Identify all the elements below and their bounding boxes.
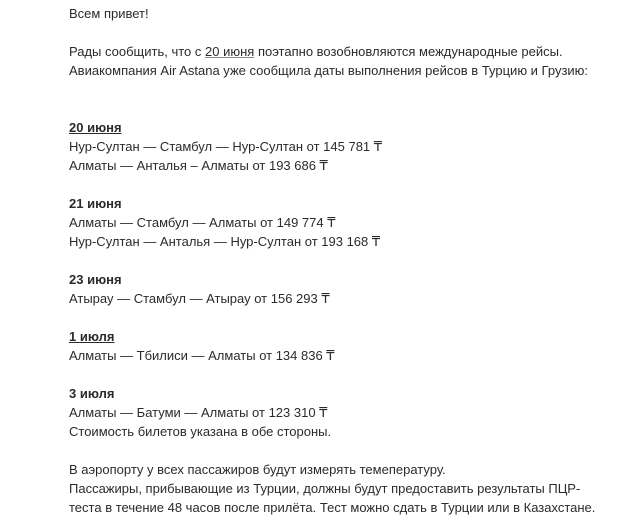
schedule-date: 23 июня xyxy=(69,272,122,287)
footer-line-1: В аэропорту у всех пассажиров будут измерять темепературу. xyxy=(69,462,446,477)
schedule-date: 20 июня xyxy=(69,120,122,135)
schedule-block xyxy=(69,194,629,251)
route-line: Нур-Султан — Анталья — Нур-Султан от 193 168 ₸ xyxy=(69,234,381,249)
route-line: Атырау — Стамбул — Атырау от 156 293 ₸ xyxy=(69,291,330,306)
intro-text-before: Рады сообщить, что с xyxy=(69,44,206,59)
schedule-date: 1 июля xyxy=(69,329,115,344)
route-line: Алматы — Тбилиси — Алматы от 134 836 ₸ xyxy=(69,348,335,363)
price-note: Стоимость билетов указана в обе стороны. xyxy=(69,424,332,439)
schedule-block xyxy=(69,327,629,365)
schedule-date: 21 июня xyxy=(69,196,122,211)
footer-line-2: Пассажиры, прибывающие из Турции, должны будут предоставить результаты ПЦР- xyxy=(69,481,581,496)
intro-text-after: поэтапно возобновляются международные рейсы. xyxy=(254,44,563,59)
intro-date-link[interactable]: 20 июня xyxy=(205,44,255,59)
footer-line-3: теста в течение 48 часов после прилёта. Тест можно сдать в Турции или в Казахстане. xyxy=(69,500,596,515)
intro-line-2: Авиакомпания Air Astana уже сообщила даты выполнения рейсов в Турцию и Грузию: xyxy=(69,63,589,78)
schedule-block xyxy=(69,270,629,308)
route-line: Нур-Султан — Стамбул — Нур-Султан от 145 781 ₸ xyxy=(69,139,383,154)
route-line: Алматы — Стамбул — Алматы от 149 774 ₸ xyxy=(69,215,336,230)
schedule-date: 3 июля xyxy=(69,386,115,401)
schedule-block xyxy=(69,384,629,441)
intro-line-1 xyxy=(69,42,629,61)
message-body xyxy=(69,0,629,517)
route-line: Алматы — Анталья – Алматы от 193 686 ₸ xyxy=(69,158,328,173)
schedule-block xyxy=(69,118,629,175)
greeting-text: Всем привет! xyxy=(69,6,149,21)
route-line: Алматы — Батуми — Алматы от 123 310 ₸ xyxy=(69,405,328,420)
